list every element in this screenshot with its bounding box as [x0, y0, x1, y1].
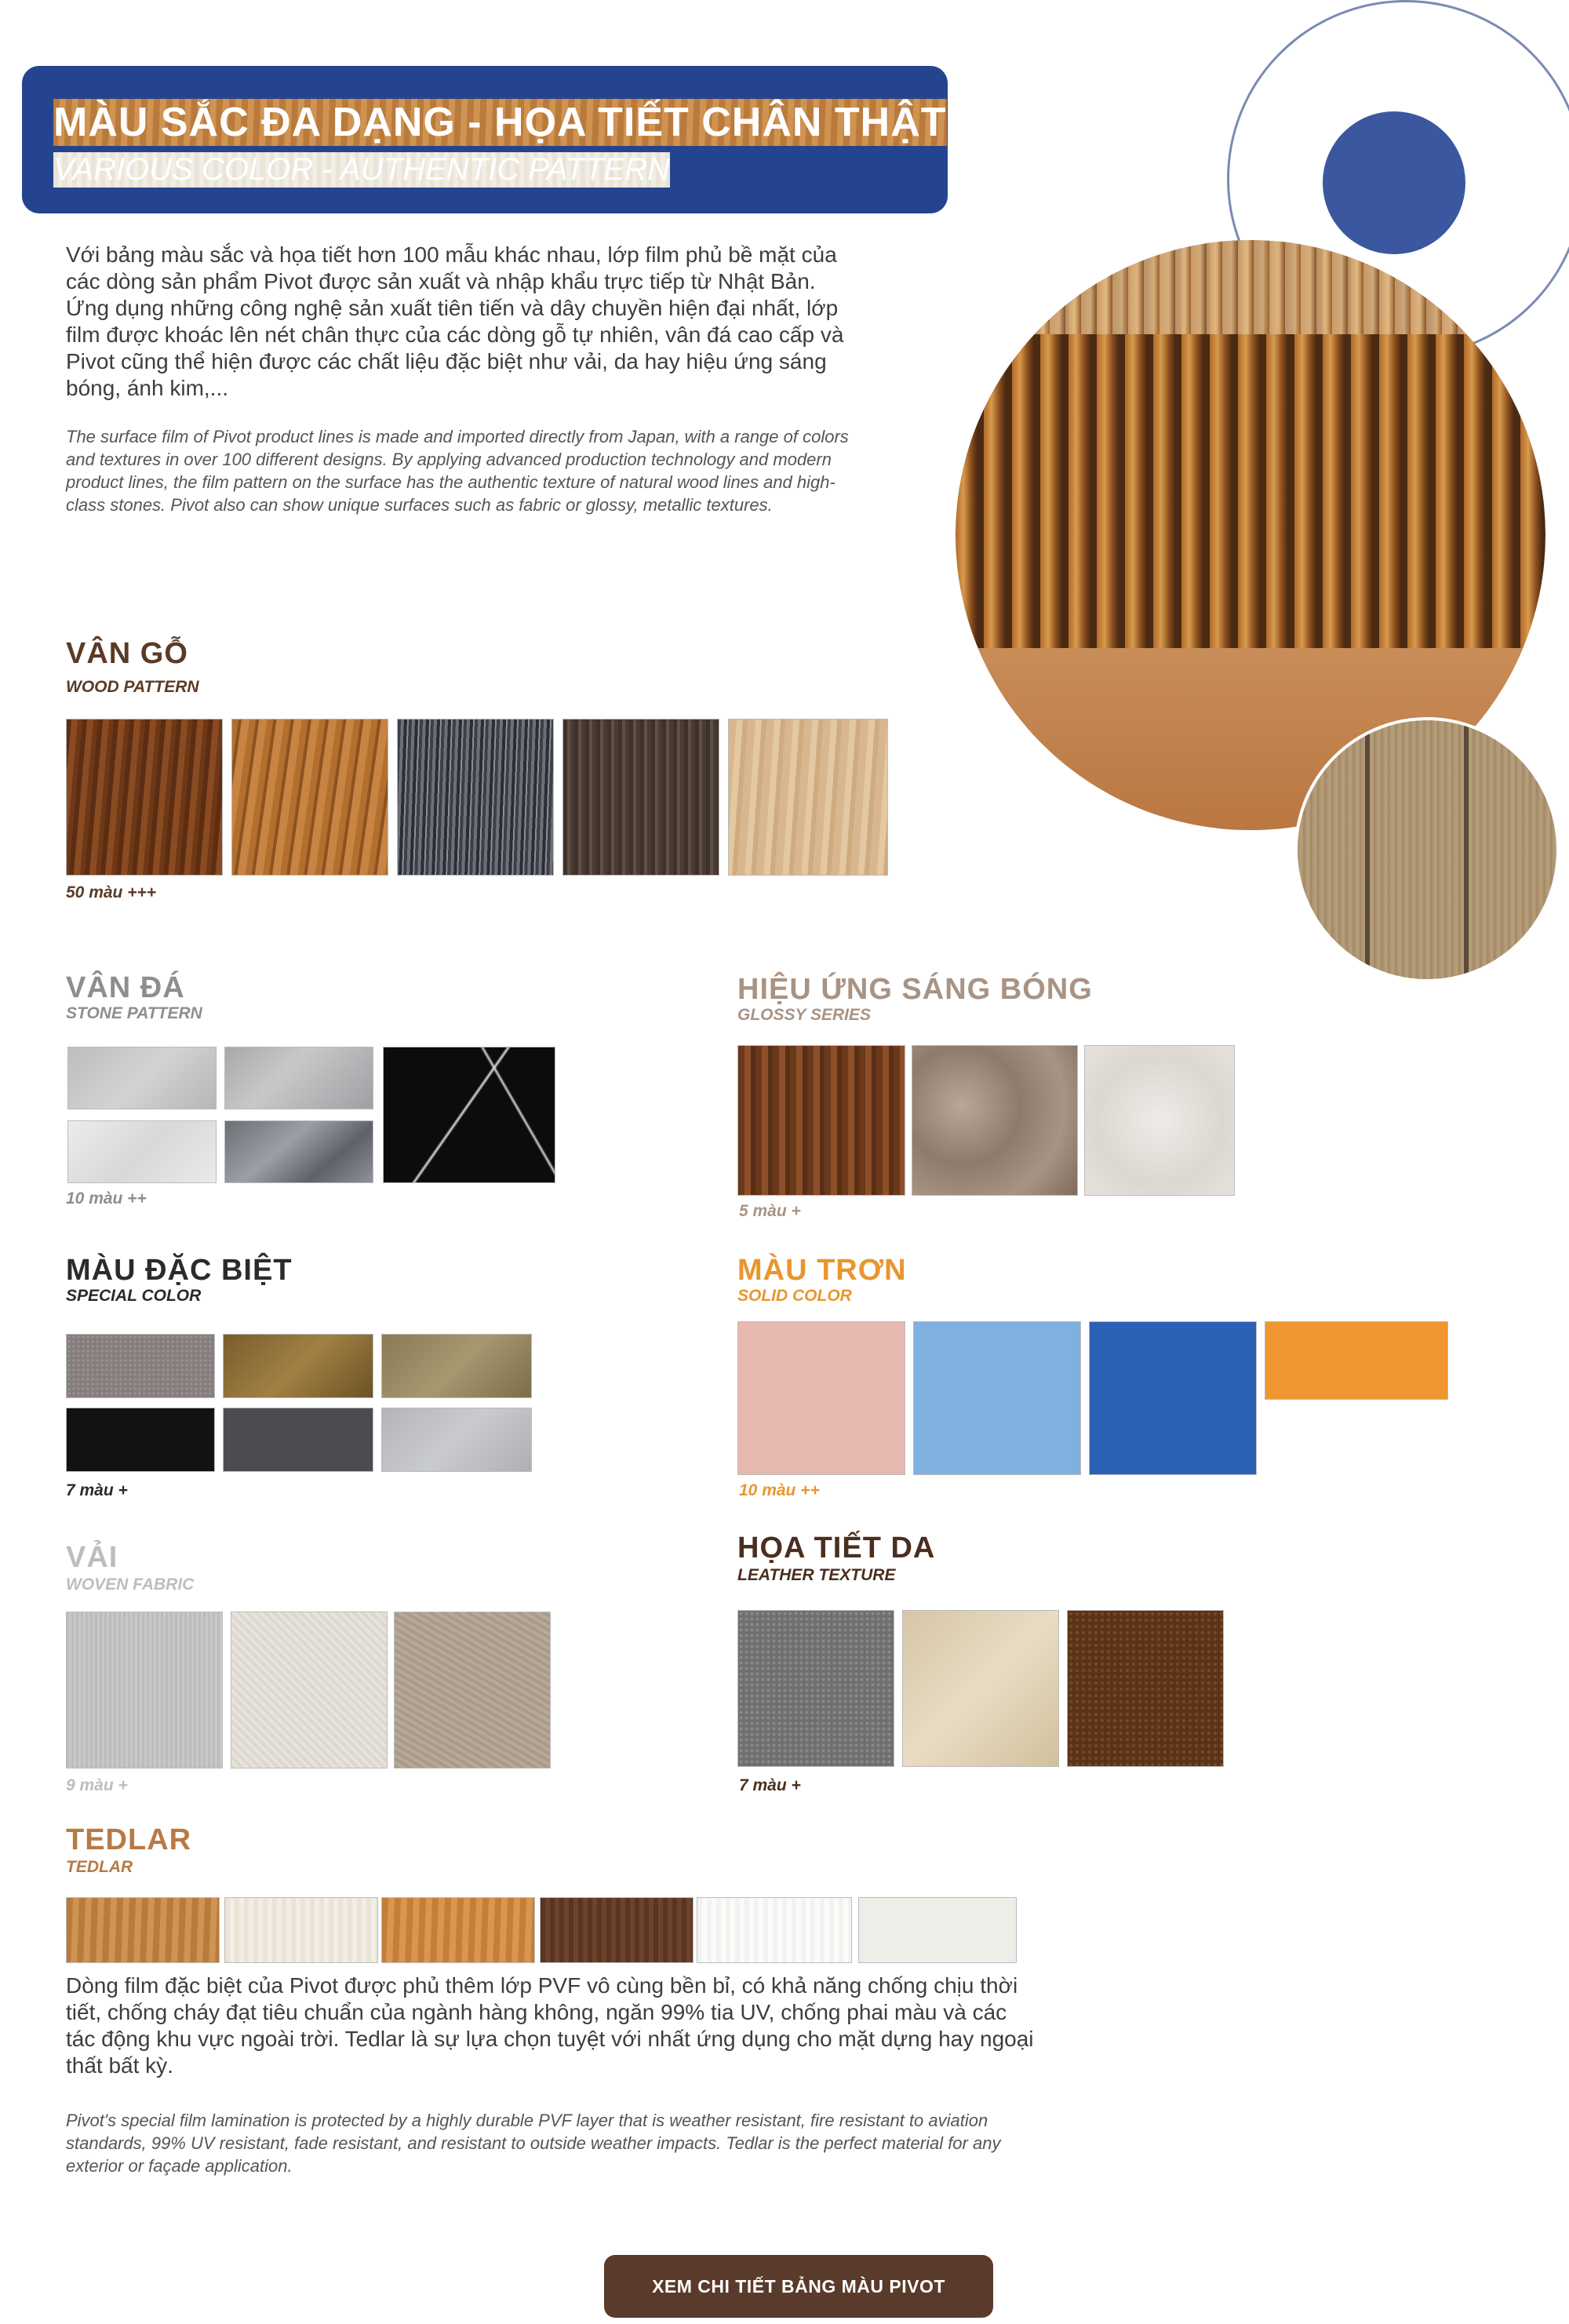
wood-swatch — [562, 719, 719, 876]
wood-swatch — [728, 719, 888, 876]
solid-subtitle: SOLID COLOR — [737, 1287, 852, 1305]
stone-swatch — [224, 1120, 373, 1183]
fabric-subtitle: WOVEN FABRIC — [66, 1575, 195, 1594]
stone-count: 10 màu ++ — [66, 1189, 147, 1208]
special-swatch — [223, 1408, 373, 1472]
stone-subtitle: STONE PATTERN — [66, 1004, 202, 1022]
solid-title: MÀU TRƠN — [737, 1254, 907, 1287]
stone-swatch — [67, 1120, 217, 1183]
glossy-subtitle: GLOSSY SERIES — [737, 1006, 871, 1024]
fabric-swatch — [66, 1612, 223, 1768]
solid-swatch — [913, 1321, 1081, 1475]
glossy-swatch — [912, 1045, 1078, 1196]
tedlar-swatch — [66, 1897, 220, 1963]
wood-swatch — [231, 719, 388, 876]
special-count: 7 màu + — [66, 1481, 128, 1499]
tedlar-description-vi: Dòng film đặc biệt của Pivot được phủ thêm lớp PVF vô cùng bền bỉ, có khả năng chống chịu thời tiết, chống cháy đạt tiêu chuẩn của ngành hàng không, ngăn 99% tia UV, chống phai màu và các tác động khu vực ngoài trời. Tedlar là sự lựa chọn tuyệt với nhất ứng dụng cho mặt dựng hay ngoại thất bất kỳ. — [66, 1973, 1034, 2078]
stone-title: VÂN ĐÁ — [66, 971, 185, 1004]
intro-text-vi: Với bảng màu sắc và họa tiết hơn 100 mẫu khác nhau, lớp film phủ bề mặt của các dòng sản phẩm Pivot được sản xuất và nhập khẩu trực tiếp từ Nhật Bản. Ứng dụng những công nghệ sản xuất tiên tiến và dây chuyền hiện đại nhất, lớp film được khoác lên nét chân thực của các dòng gỗ tự nhiên, vân đá cao cấp và Pivot cũng thể hiện được các chất liệu đặc biệt như vải, da hay hiệu ứng sáng bóng, ánh kim,... — [66, 242, 844, 400]
leather-count: 7 màu + — [739, 1776, 801, 1794]
glossy-title: HIỆU ỨNG SÁNG BÓNG — [737, 973, 1093, 1006]
decorative-blue-dot — [1323, 111, 1465, 254]
tedlar-swatch — [697, 1897, 852, 1963]
fabric-title: VẢI — [66, 1541, 118, 1574]
header-title-en: VARIOUS COLOR - AUTHENTIC PATTERN — [53, 152, 670, 187]
tedlar-swatch — [381, 1897, 535, 1963]
special-swatch — [66, 1408, 215, 1472]
fabric-swatch — [394, 1612, 551, 1768]
solid-count: 10 màu ++ — [739, 1481, 820, 1499]
tedlar-subtitle: TEDLAR — [66, 1858, 133, 1876]
tedlar-swatch — [540, 1897, 693, 1963]
wood-count: 50 màu +++ — [66, 883, 156, 902]
wood-swatch — [66, 719, 223, 876]
glossy-swatch — [1084, 1045, 1235, 1196]
tedlar-swatch — [858, 1897, 1017, 1963]
special-swatch — [66, 1334, 215, 1398]
special-subtitle: SPECIAL COLOR — [66, 1287, 202, 1305]
solid-swatch — [1265, 1321, 1448, 1400]
solid-swatch — [1089, 1321, 1257, 1475]
leather-subtitle: LEATHER TEXTURE — [737, 1566, 896, 1584]
tedlar-title: TEDLAR — [66, 1823, 192, 1856]
leather-swatch — [902, 1610, 1059, 1767]
intro-text-en: The surface film of Pivot product lines is made and imported directly from Japan, with a range of colors and textures in over 100 different designs. By applying advanced production technology and modern product lines, the film pattern on the surface has the authentic texture of natural wood lines and high-class stones. Pivot also can show unique surfaces such as fabric or glossy, metallic textures. — [66, 427, 849, 515]
glossy-swatch — [737, 1045, 905, 1196]
view-color-chart-button[interactable]: XEM CHI TIẾT BẢNG MÀU PIVOT — [604, 2255, 993, 2318]
stone-swatch — [67, 1047, 217, 1109]
leather-swatch — [1067, 1610, 1224, 1767]
special-swatch — [381, 1408, 532, 1472]
leather-title: HỌA TIẾT DA — [737, 1532, 936, 1565]
fabric-swatch — [231, 1612, 388, 1768]
leather-swatch — [737, 1610, 894, 1767]
tedlar-description-en: Pivot's special film lamination is protected by a highly durable PVF layer that is weather resistant, fire resistant to aviation standards, 99% UV resistant, fade resistant, and resistant to outside weather impacts. Tedlar is the perfect material for any exterior or façade application. — [66, 2111, 1001, 2176]
solid-swatch — [737, 1321, 905, 1475]
special-swatch — [381, 1334, 532, 1398]
stone-swatch — [383, 1047, 555, 1183]
wood-title: VÂN GỖ — [66, 637, 188, 670]
special-swatch — [223, 1334, 373, 1398]
wood-swatch — [397, 719, 554, 876]
fabric-count: 9 màu + — [66, 1776, 128, 1794]
ceiling-slats — [956, 240, 1545, 334]
wood-panel-closeup-image — [1294, 717, 1560, 982]
wood-subtitle: WOOD PATTERN — [66, 678, 199, 696]
glossy-count: 5 màu + — [739, 1202, 801, 1220]
header-title-vi: MÀU SẮC ĐA DẠNG - HỌA TIẾT CHÂN THẬT — [53, 100, 947, 145]
stone-swatch — [224, 1047, 373, 1109]
tedlar-swatch — [224, 1897, 378, 1963]
special-title: MÀU ĐẶC BIỆT — [66, 1254, 293, 1287]
header-banner — [22, 66, 948, 213]
